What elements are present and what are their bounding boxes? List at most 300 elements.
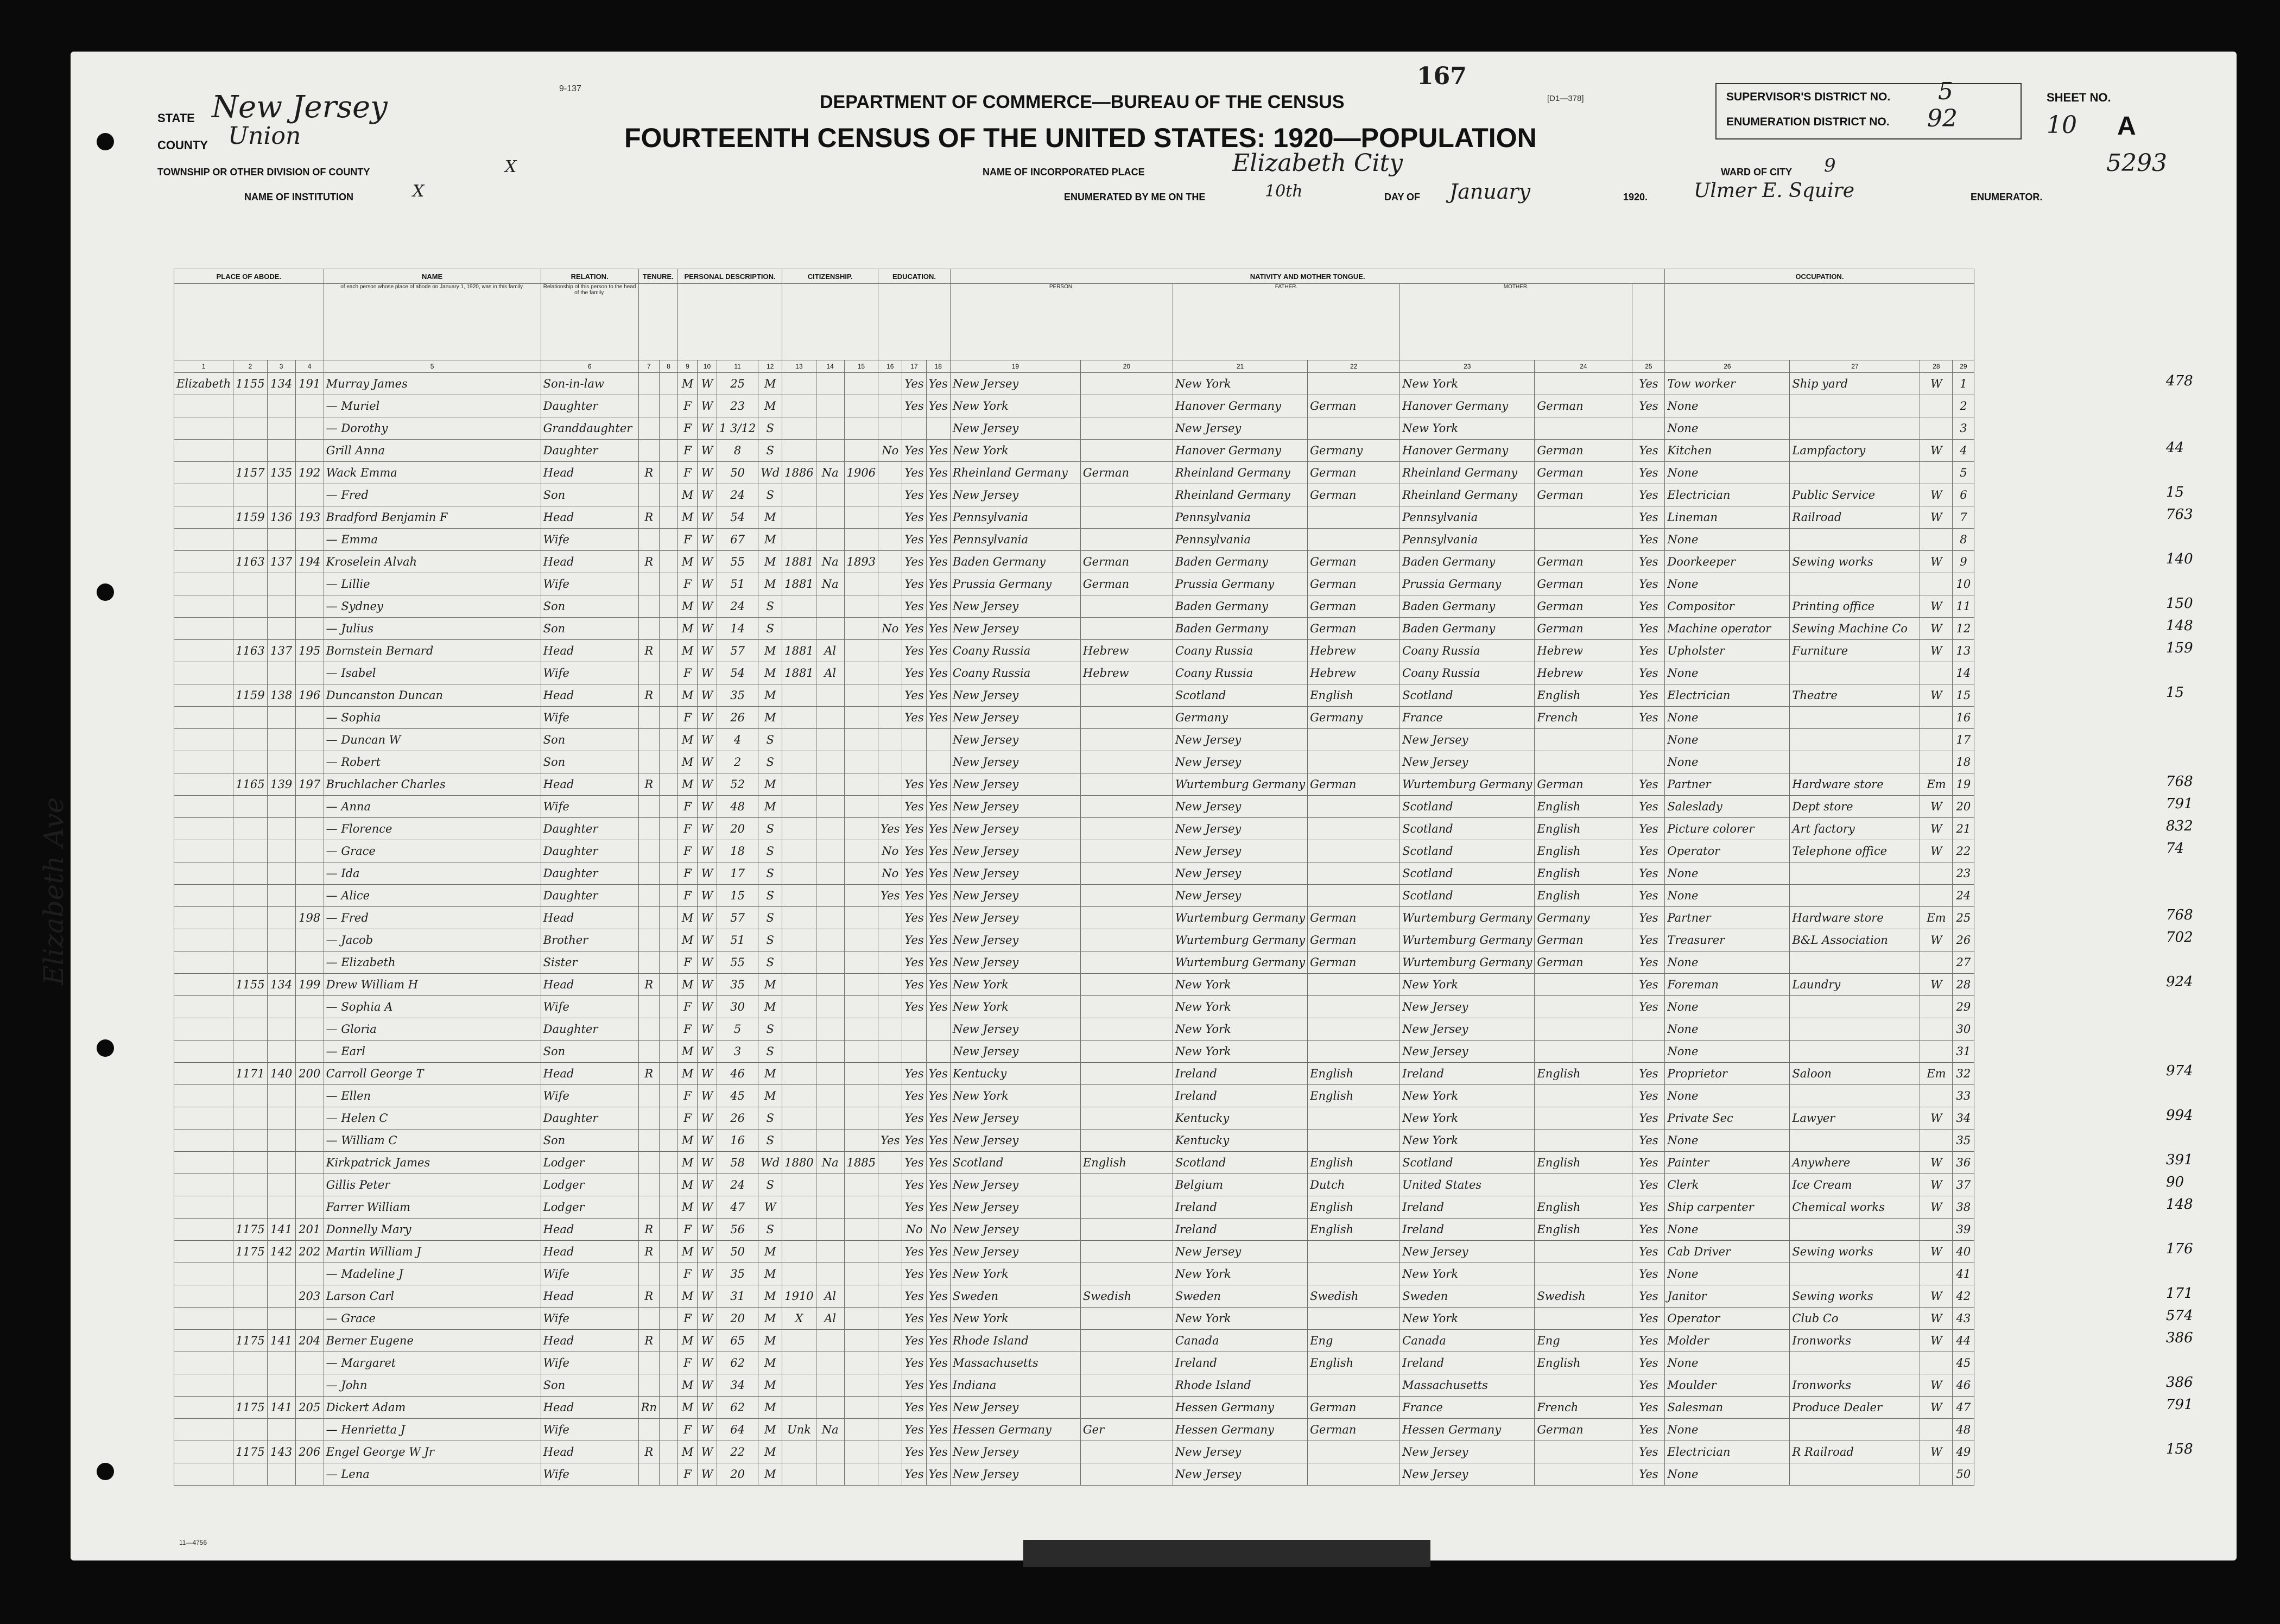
house-number-cell — [233, 729, 267, 751]
tenure-cell: R — [638, 462, 659, 484]
marital-cell: M — [758, 707, 782, 729]
margin-number: 763 — [2166, 506, 2193, 523]
marital-cell: S — [758, 840, 782, 862]
dwelling-cell — [267, 1018, 295, 1041]
owned-cell — [659, 929, 677, 951]
name-cell: — Gloria — [324, 1018, 541, 1041]
industry-cell — [1790, 996, 1920, 1018]
trade-cell: Electrician — [1665, 684, 1790, 707]
family-cell — [295, 707, 324, 729]
immigration-year-cell — [782, 440, 816, 462]
mother-birthplace-cell: New Jersey — [1400, 729, 1535, 751]
english-cell: Yes — [1632, 907, 1665, 929]
sex-cell: M — [677, 1041, 697, 1063]
owned-cell — [659, 751, 677, 773]
english-cell: Yes — [1632, 1263, 1665, 1285]
age-cell: 26 — [717, 1107, 758, 1130]
read-cell: Yes — [902, 1063, 926, 1085]
incorporated-label: NAME OF INCORPORATED PLACE — [983, 167, 1145, 177]
mother-tongue-cell — [1080, 1441, 1173, 1463]
father-tongue-cell — [1308, 996, 1400, 1018]
name-cell: — Helen C — [324, 1107, 541, 1130]
county-label: COUNTY — [157, 138, 208, 152]
naturalization-year-cell — [844, 818, 878, 840]
immigration-year-cell — [782, 773, 816, 796]
column-number: 8 — [659, 360, 677, 373]
father-birthplace-cell: Hanover Germany — [1173, 395, 1307, 417]
class-cell: W — [1920, 840, 1953, 862]
immigration-year-cell — [782, 885, 816, 907]
father-birthplace-cell: New Jersey — [1173, 1463, 1307, 1486]
trade-cell: Ship carpenter — [1665, 1196, 1790, 1219]
school-cell — [878, 1219, 902, 1241]
owned-cell — [659, 1241, 677, 1263]
naturalized-cell — [816, 751, 844, 773]
read-cell: Yes — [902, 1241, 926, 1263]
trade-cell: Operator — [1665, 840, 1790, 862]
margin-number: 176 — [2166, 1241, 2193, 1257]
line-number-cell: 42 — [1953, 1285, 1974, 1308]
census-row — [174, 996, 1974, 1018]
color-cell: W — [697, 484, 717, 506]
english-cell: Yes — [1632, 684, 1665, 707]
relation-cell: Head — [541, 684, 638, 707]
class-cell: W — [1920, 796, 1953, 818]
sex-cell: F — [677, 996, 697, 1018]
house-number-cell — [233, 996, 267, 1018]
dwelling-cell: 141 — [267, 1330, 295, 1352]
color-cell: W — [697, 1174, 717, 1196]
margin-number: 768 — [2166, 907, 2193, 923]
industry-cell: Sewing Machine Co — [1790, 618, 1920, 640]
naturalization-year-cell: 1885 — [844, 1152, 878, 1174]
english-cell: Yes — [1632, 1308, 1665, 1330]
tenure-cell — [638, 885, 659, 907]
sex-cell: M — [677, 773, 697, 796]
class-cell: W — [1920, 1330, 1953, 1352]
name-cell: — Grace — [324, 1308, 541, 1330]
father-birthplace-cell: Wurtemburg Germany — [1173, 951, 1307, 974]
house-number-cell: 1157 — [233, 462, 267, 484]
industry-cell: Hardware store — [1790, 773, 1920, 796]
family-cell — [295, 1152, 324, 1174]
mother-mother-tongue-cell: Hebrew — [1535, 640, 1632, 662]
sex-cell: M — [677, 974, 697, 996]
census-grid — [174, 269, 1974, 1486]
mother-tongue-cell — [1080, 1174, 1173, 1196]
father-tongue-cell: German — [1308, 907, 1400, 929]
relation-cell: Wife — [541, 796, 638, 818]
color-cell: W — [697, 1130, 717, 1152]
father-birthplace-cell: Baden Germany — [1173, 595, 1307, 618]
mother-mother-tongue-cell: English — [1535, 1352, 1632, 1374]
naturalization-year-cell — [844, 373, 878, 395]
class-cell — [1920, 707, 1953, 729]
relation-cell: Wife — [541, 529, 638, 551]
tenure-cell — [638, 1263, 659, 1285]
relation-cell: Wife — [541, 1085, 638, 1107]
naturalized-cell — [816, 1085, 844, 1107]
relation-cell: Wife — [541, 1263, 638, 1285]
line-number-cell: 1 — [1953, 373, 1974, 395]
naturalized-cell — [816, 1241, 844, 1263]
mother-tongue-cell — [1080, 818, 1173, 840]
age-cell: 35 — [717, 974, 758, 996]
write-cell: Yes — [926, 1352, 950, 1374]
color-cell: W — [697, 1308, 717, 1330]
owned-cell — [659, 1330, 677, 1352]
house-number-cell — [233, 951, 267, 974]
owned-cell — [659, 1397, 677, 1419]
immigration-year-cell: 1881 — [782, 551, 816, 573]
mother-tongue-cell — [1080, 1397, 1173, 1419]
english-cell — [1632, 417, 1665, 440]
street-cell — [174, 707, 233, 729]
english-cell: Yes — [1632, 1374, 1665, 1397]
age-cell: 48 — [717, 796, 758, 818]
color-cell: W — [697, 1285, 717, 1308]
house-number-cell: 1155 — [233, 373, 267, 395]
age-cell: 35 — [717, 1263, 758, 1285]
sex-cell: F — [677, 862, 697, 885]
naturalization-year-cell — [844, 1219, 878, 1241]
father-birthplace-cell: New York — [1173, 373, 1307, 395]
class-cell — [1920, 1018, 1953, 1041]
immigration-year-cell — [782, 929, 816, 951]
marital-cell: M — [758, 573, 782, 595]
census-title: FOURTEENTH CENSUS OF THE UNITED STATES: 1920—POPULATION — [624, 123, 1537, 153]
color-cell: W — [697, 1152, 717, 1174]
mother-mother-tongue-cell — [1535, 1241, 1632, 1263]
mother-birthplace-cell: Scotland — [1400, 796, 1535, 818]
sex-cell: M — [677, 640, 697, 662]
father-tongue-cell: German — [1308, 618, 1400, 640]
sex-cell: F — [677, 1419, 697, 1441]
house-number-cell — [233, 595, 267, 618]
col-group-citizenship: CITIZENSHIP. — [782, 269, 878, 284]
age-cell: 23 — [717, 395, 758, 417]
father-birthplace-cell: New Jersey — [1173, 796, 1307, 818]
write-cell: Yes — [926, 1196, 950, 1219]
tenure-cell — [638, 929, 659, 951]
name-cell: — Sydney — [324, 595, 541, 618]
name-cell: — Lena — [324, 1463, 541, 1486]
sex-cell: F — [677, 529, 697, 551]
marital-cell: S — [758, 1174, 782, 1196]
school-cell — [878, 395, 902, 417]
industry-cell — [1790, 1018, 1920, 1041]
street-cell — [174, 684, 233, 707]
nativity-person: PERSON. — [950, 284, 1173, 360]
census-row — [174, 729, 1974, 751]
col-group-personal: PERSONAL DESCRIPTION. — [677, 269, 782, 284]
color-cell: W — [697, 1374, 717, 1397]
name-cell: Larson Carl — [324, 1285, 541, 1308]
english-cell — [1632, 729, 1665, 751]
father-birthplace-cell: Ireland — [1173, 1063, 1307, 1085]
read-cell: Yes — [902, 1441, 926, 1463]
relation-cell: Head — [541, 551, 638, 573]
dwelling-cell — [267, 1152, 295, 1174]
owned-cell — [659, 1263, 677, 1285]
class-cell: W — [1920, 1441, 1953, 1463]
immigration-year-cell — [782, 1085, 816, 1107]
line-number-cell: 30 — [1953, 1018, 1974, 1041]
mother-mother-tongue-cell — [1535, 1441, 1632, 1463]
margin-number: 386 — [2166, 1330, 2193, 1346]
school-cell: No — [878, 862, 902, 885]
census-row — [174, 573, 1974, 595]
name-cell: Grill Anna — [324, 440, 541, 462]
father-birthplace-cell: Wurtemburg Germany — [1173, 929, 1307, 951]
father-birthplace-cell: Hessen Germany — [1173, 1397, 1307, 1419]
relation-cell: Wife — [541, 1308, 638, 1330]
color-cell: W — [697, 573, 717, 595]
industry-cell — [1790, 662, 1920, 684]
father-birthplace-cell: Pennsylvania — [1173, 529, 1307, 551]
family-cell: 200 — [295, 1063, 324, 1085]
line-number-cell: 22 — [1953, 840, 1974, 862]
marital-cell: M — [758, 662, 782, 684]
trade-cell: Picture colorer — [1665, 818, 1790, 840]
color-cell: W — [697, 1196, 717, 1219]
margin-number: 768 — [2166, 773, 2193, 790]
father-birthplace-cell: Belgium — [1173, 1174, 1307, 1196]
trade-cell: Kitchen — [1665, 440, 1790, 462]
class-cell: W — [1920, 1196, 1953, 1219]
father-birthplace-cell: Kentucky — [1173, 1107, 1307, 1130]
english-cell: Yes — [1632, 1419, 1665, 1441]
sex-cell: M — [677, 929, 697, 951]
street-cell — [174, 595, 233, 618]
industry-cell: Railroad — [1790, 506, 1920, 529]
mother-tongue-cell: Hebrew — [1080, 640, 1173, 662]
mother-tongue-cell: German — [1080, 462, 1173, 484]
incorporated-value: Elizabeth City — [1232, 149, 1403, 177]
immigration-year-cell — [782, 1330, 816, 1352]
write-cell: Yes — [926, 440, 950, 462]
street-cell — [174, 1130, 233, 1152]
street-cell — [174, 796, 233, 818]
mother-tongue-cell — [1080, 951, 1173, 974]
english-cell: Yes — [1632, 1241, 1665, 1263]
township-value: X — [505, 157, 517, 176]
owned-cell — [659, 773, 677, 796]
mother-mother-tongue-cell: Hebrew — [1535, 662, 1632, 684]
class-cell — [1920, 1219, 1953, 1241]
tenure-cell — [638, 484, 659, 506]
age-cell: 34 — [717, 1374, 758, 1397]
marital-cell: M — [758, 1352, 782, 1374]
father-birthplace-cell: New Jersey — [1173, 729, 1307, 751]
dwelling-cell — [267, 1130, 295, 1152]
supervisor-value: 5 — [1938, 78, 1953, 105]
dwelling-cell — [267, 1308, 295, 1330]
family-cell — [295, 1041, 324, 1063]
owned-cell — [659, 818, 677, 840]
marital-cell: S — [758, 1219, 782, 1241]
immigration-year-cell: 1881 — [782, 573, 816, 595]
tenure-cell — [638, 417, 659, 440]
dwelling-cell — [267, 862, 295, 885]
read-cell: Yes — [902, 907, 926, 929]
line-number-cell: 37 — [1953, 1174, 1974, 1196]
class-cell: W — [1920, 1285, 1953, 1308]
relation-cell: Son — [541, 595, 638, 618]
school-cell — [878, 729, 902, 751]
english-cell: Yes — [1632, 1441, 1665, 1463]
mother-birthplace-cell: Canada — [1400, 1330, 1535, 1352]
immigration-year-cell: Unk — [782, 1419, 816, 1441]
write-cell: Yes — [926, 974, 950, 996]
relation-cell: Head — [541, 1441, 638, 1463]
mother-tongue-cell — [1080, 506, 1173, 529]
father-tongue-cell: English — [1308, 684, 1400, 707]
father-tongue-cell: English — [1308, 1352, 1400, 1374]
marital-cell: M — [758, 796, 782, 818]
father-tongue-cell: German — [1308, 551, 1400, 573]
street-cell — [174, 1085, 233, 1107]
read-cell: Yes — [902, 1130, 926, 1152]
trade-cell: None — [1665, 1041, 1790, 1063]
industry-cell — [1790, 951, 1920, 974]
school-cell — [878, 951, 902, 974]
father-birthplace-cell: Rhode Island — [1173, 1374, 1307, 1397]
mother-mother-tongue-cell — [1535, 1107, 1632, 1130]
read-cell: Yes — [902, 1330, 926, 1352]
tenure-cell — [638, 996, 659, 1018]
owned-cell — [659, 1130, 677, 1152]
tenure-cell: R — [638, 1063, 659, 1085]
english-cell: Yes — [1632, 1130, 1665, 1152]
father-birthplace-cell: Scotland — [1173, 684, 1307, 707]
father-birthplace-cell: New Jersey — [1173, 840, 1307, 862]
naturalized-cell — [816, 484, 844, 506]
father-birthplace-cell: Hessen Germany — [1173, 1419, 1307, 1441]
class-cell — [1920, 1130, 1953, 1152]
family-cell — [295, 1374, 324, 1397]
house-number-cell — [233, 840, 267, 862]
family-cell — [295, 818, 324, 840]
mother-tongue-cell — [1080, 395, 1173, 417]
margin-number: 791 — [2166, 1397, 2193, 1413]
mother-birthplace-cell: New Jersey — [1400, 1041, 1535, 1063]
mother-birthplace-cell: Sweden — [1400, 1285, 1535, 1308]
class-cell: Em — [1920, 773, 1953, 796]
census-row — [174, 1152, 1974, 1174]
mother-tongue-cell — [1080, 1107, 1173, 1130]
write-cell: Yes — [926, 1419, 950, 1441]
mother-tongue-cell — [1080, 1263, 1173, 1285]
punch-hole — [97, 1039, 114, 1057]
school-cell — [878, 640, 902, 662]
school-cell — [878, 707, 902, 729]
immigration-year-cell — [782, 1174, 816, 1196]
enumerated-label: ENUMERATED BY ME ON THE — [1064, 192, 1206, 202]
dwelling-cell — [267, 573, 295, 595]
trade-cell: None — [1665, 951, 1790, 974]
street-cell — [174, 1308, 233, 1330]
english-cell: Yes — [1632, 1397, 1665, 1419]
footer-code: 11—4756 — [179, 1539, 207, 1546]
naturalized-cell — [816, 796, 844, 818]
mother-mother-tongue-cell: German — [1535, 462, 1632, 484]
naturalization-year-cell — [844, 996, 878, 1018]
dwelling-cell — [267, 1196, 295, 1219]
owned-cell — [659, 1041, 677, 1063]
mother-mother-tongue-cell: French — [1535, 707, 1632, 729]
immigration-year-cell — [782, 951, 816, 974]
mother-tongue-cell — [1080, 618, 1173, 640]
column-number-row — [174, 360, 1974, 373]
color-cell: W — [697, 1463, 717, 1486]
birthplace-cell: New Jersey — [950, 595, 1080, 618]
column-number: 2 — [233, 360, 267, 373]
industry-cell — [1790, 395, 1920, 417]
naturalization-year-cell — [844, 1130, 878, 1152]
mother-mother-tongue-cell — [1535, 1018, 1632, 1041]
write-cell: Yes — [926, 818, 950, 840]
house-number-cell: 1175 — [233, 1330, 267, 1352]
family-cell — [295, 796, 324, 818]
marital-cell: S — [758, 595, 782, 618]
trade-cell: Electrician — [1665, 484, 1790, 506]
owned-cell — [659, 529, 677, 551]
naturalized-cell — [816, 1130, 844, 1152]
birthplace-cell: New Jersey — [950, 1041, 1080, 1063]
mother-birthplace-cell: Coany Russia — [1400, 640, 1535, 662]
english-cell: Yes — [1632, 1219, 1665, 1241]
immigration-year-cell — [782, 684, 816, 707]
owned-cell — [659, 1085, 677, 1107]
age-cell: 50 — [717, 1241, 758, 1263]
dwelling-cell: 137 — [267, 551, 295, 573]
census-row — [174, 751, 1974, 773]
read-cell: Yes — [902, 840, 926, 862]
relation-cell: Head — [541, 1285, 638, 1308]
read-cell: Yes — [902, 1308, 926, 1330]
naturalized-cell: Al — [816, 662, 844, 684]
column-number: 14 — [816, 360, 844, 373]
school-cell — [878, 1152, 902, 1174]
birthplace-cell: Rheinland Germany — [950, 462, 1080, 484]
owned-cell — [659, 840, 677, 862]
class-cell: W — [1920, 440, 1953, 462]
naturalized-cell — [816, 1352, 844, 1374]
mother-birthplace-cell: Baden Germany — [1400, 551, 1535, 573]
tenure-cell — [638, 618, 659, 640]
street-cell — [174, 1419, 233, 1441]
street-cell — [174, 484, 233, 506]
naturalized-cell — [816, 684, 844, 707]
industry-cell: Furniture — [1790, 640, 1920, 662]
mother-mother-tongue-cell — [1535, 751, 1632, 773]
sheet-label: SHEET NO. — [2047, 91, 2111, 104]
father-tongue-cell — [1308, 506, 1400, 529]
color-cell: W — [697, 1241, 717, 1263]
birthplace-cell: New Jersey — [950, 618, 1080, 640]
naturalized-cell — [816, 1196, 844, 1219]
naturalized-cell: Na — [816, 573, 844, 595]
margin-number: 832 — [2166, 818, 2193, 834]
margin-number: 171 — [2166, 1285, 2193, 1302]
mother-birthplace-cell: Ireland — [1400, 1196, 1535, 1219]
mother-tongue-cell — [1080, 440, 1173, 462]
dwelling-cell — [267, 395, 295, 417]
owned-cell — [659, 1352, 677, 1374]
write-cell: No — [926, 1219, 950, 1241]
trade-cell: None — [1665, 1018, 1790, 1041]
